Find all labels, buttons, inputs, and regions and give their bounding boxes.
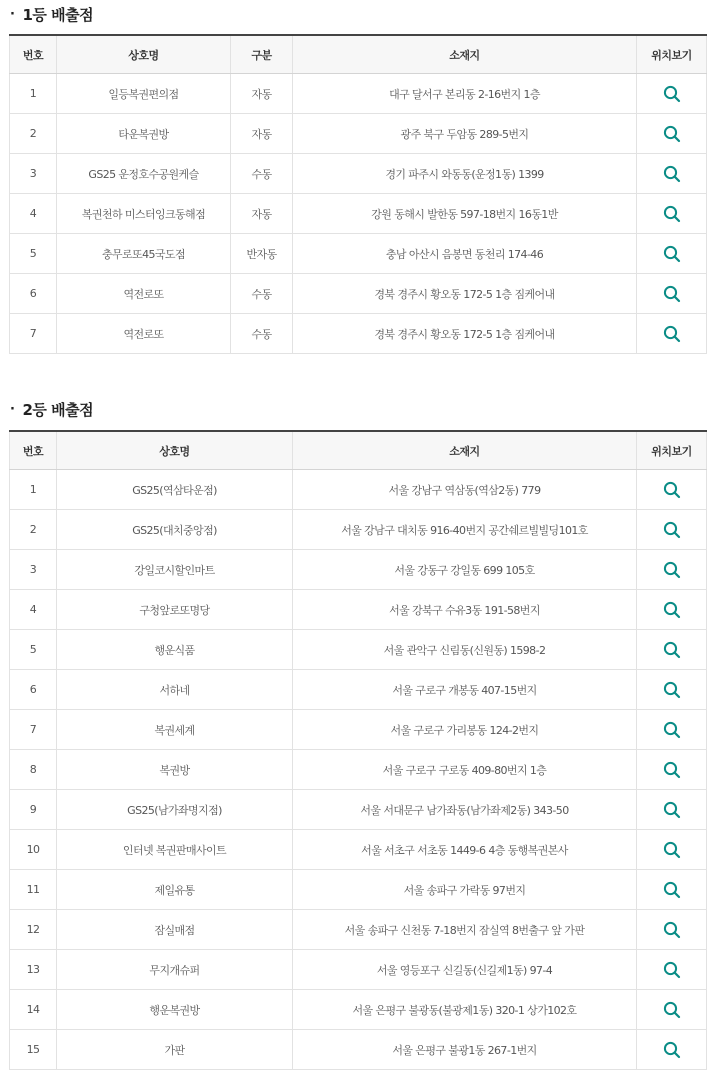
table-row (10, 154, 707, 194)
cell-location (637, 830, 707, 870)
second-prize-table (9, 430, 707, 1070)
cell-no: 7 (10, 710, 57, 750)
column-header-name: 상호명 (57, 35, 231, 74)
cell-location (637, 710, 707, 750)
search-icon[interactable] (662, 324, 682, 344)
cell-location (637, 590, 707, 630)
search-icon[interactable] (662, 204, 682, 224)
cell-name: 역전로또 (57, 314, 231, 354)
first-prize-table (9, 34, 707, 354)
table-row (10, 274, 707, 314)
cell-name: GS25 운정호수공원케슬 (57, 154, 231, 194)
cell-no: 6 (10, 274, 57, 314)
search-icon[interactable] (662, 124, 682, 144)
search-icon[interactable] (662, 680, 682, 700)
cell-address: 충남 아산시 음봉면 동천리 174-46 (293, 234, 637, 274)
table-row (10, 550, 707, 590)
cell-address: 서울 은평구 불광1동 267-1번지 (293, 1030, 637, 1070)
table-row (10, 870, 707, 910)
section1-title-text: 1등 배출점 (22, 5, 94, 24)
cell-name: 일등복권편의점 (57, 74, 231, 114)
table-row (10, 790, 707, 830)
table-row (10, 910, 707, 950)
search-icon[interactable] (662, 960, 682, 980)
cell-name: 복권천하 미스터잉크동해점 (57, 194, 231, 234)
cell-name: GS25(남가좌명지점) (57, 790, 293, 830)
table-header-row (10, 431, 707, 470)
cell-address: 서울 구로구 구로동 409-80번지 1층 (293, 750, 637, 790)
column-header-number: 번호 (10, 35, 57, 74)
cell-address: 경기 파주시 와동동(운정1동) 1399 (293, 154, 637, 194)
cell-name: GS25(역삼타운점) (57, 470, 293, 510)
column-header-location: 위치보기 (637, 431, 707, 470)
column-header-address: 소재지 (293, 35, 637, 74)
bullet: · (10, 401, 15, 417)
cell-type: 반자동 (231, 234, 293, 274)
cell-type: 수동 (231, 274, 293, 314)
cell-location (637, 114, 707, 154)
cell-name: GS25(대치중앙점) (57, 510, 293, 550)
cell-no: 12 (10, 910, 57, 950)
cell-location (637, 510, 707, 550)
cell-address: 서울 은평구 불광동(불광제1동) 320-1 상가102호 (293, 990, 637, 1030)
search-icon[interactable] (662, 1040, 682, 1060)
cell-no: 13 (10, 950, 57, 990)
column-header-location: 위치보기 (637, 35, 707, 74)
column-header-type: 구분 (231, 35, 293, 74)
cell-location (637, 990, 707, 1030)
cell-no: 3 (10, 154, 57, 194)
cell-address: 대구 달서구 본리동 2-16번지 1층 (293, 74, 637, 114)
cell-no: 9 (10, 790, 57, 830)
cell-type: 수동 (231, 314, 293, 354)
cell-type: 자동 (231, 74, 293, 114)
search-icon[interactable] (662, 560, 682, 580)
search-icon[interactable] (662, 164, 682, 184)
search-icon[interactable] (662, 520, 682, 540)
cell-type: 자동 (231, 194, 293, 234)
cell-no: 15 (10, 1030, 57, 1070)
search-icon[interactable] (662, 1000, 682, 1020)
cell-name: 타운복권방 (57, 114, 231, 154)
cell-location (637, 470, 707, 510)
cell-no: 5 (10, 630, 57, 670)
cell-name: 제일유통 (57, 870, 293, 910)
table-row (10, 990, 707, 1030)
search-icon[interactable] (662, 840, 682, 860)
cell-no: 14 (10, 990, 57, 1030)
cell-address: 서울 서초구 서초동 1449-6 4층 동행복권본사 (293, 830, 637, 870)
cell-location (637, 154, 707, 194)
cell-no: 11 (10, 870, 57, 910)
table-row (10, 194, 707, 234)
cell-name: 행운식품 (57, 630, 293, 670)
column-header-name: 상호명 (57, 431, 293, 470)
cell-address: 서울 서대문구 남가좌동(남가좌제2동) 343-50 (293, 790, 637, 830)
cell-location (637, 314, 707, 354)
cell-name: 충무로또45국도점 (57, 234, 231, 274)
cell-no: 2 (10, 510, 57, 550)
table-row (10, 234, 707, 274)
cell-name: 무지개슈퍼 (57, 950, 293, 990)
cell-no: 1 (10, 470, 57, 510)
cell-address: 서울 구로구 가리봉동 124-2번지 (293, 710, 637, 750)
table-row (10, 750, 707, 790)
search-icon[interactable] (662, 600, 682, 620)
cell-type: 수동 (231, 154, 293, 194)
search-icon[interactable] (662, 640, 682, 660)
table-row (10, 630, 707, 670)
cell-address: 서울 송파구 가락동 97번지 (293, 870, 637, 910)
table-row (10, 590, 707, 630)
search-icon[interactable] (662, 760, 682, 780)
table-row (10, 510, 707, 550)
cell-address: 서울 관악구 신림동(신원동) 1598-2 (293, 630, 637, 670)
cell-location (637, 274, 707, 314)
cell-location (637, 670, 707, 710)
cell-no: 8 (10, 750, 57, 790)
search-icon[interactable] (662, 84, 682, 104)
cell-no: 1 (10, 74, 57, 114)
cell-address: 서울 구로구 개봉동 407-15번지 (293, 670, 637, 710)
cell-type: 자동 (231, 114, 293, 154)
cell-no: 5 (10, 234, 57, 274)
cell-name: 잠실매점 (57, 910, 293, 950)
cell-name: 구청앞로또명당 (57, 590, 293, 630)
cell-address: 서울 강남구 대치동 916-40번지 공간쉐르빌빌딩101호 (293, 510, 637, 550)
search-icon[interactable] (662, 720, 682, 740)
cell-location (637, 910, 707, 950)
cell-name: 복권세계 (57, 710, 293, 750)
cell-location (637, 74, 707, 114)
cell-name: 역전로또 (57, 274, 231, 314)
section2-title (10, 397, 93, 421)
cell-location (637, 750, 707, 790)
cell-name: 서하네 (57, 670, 293, 710)
section1-title (10, 2, 93, 26)
column-header-address: 소재지 (293, 431, 637, 470)
cell-no: 10 (10, 830, 57, 870)
table-row (10, 950, 707, 990)
table-row (10, 830, 707, 870)
cell-location (637, 1030, 707, 1070)
cell-name: 인터넷 복권판매사이트 (57, 830, 293, 870)
search-icon[interactable] (662, 244, 682, 264)
cell-location (637, 790, 707, 830)
table-row (10, 74, 707, 114)
cell-location (637, 550, 707, 590)
cell-name: 행운복권방 (57, 990, 293, 1030)
cell-no: 7 (10, 314, 57, 354)
table-row (10, 114, 707, 154)
cell-no: 4 (10, 194, 57, 234)
cell-no: 3 (10, 550, 57, 590)
search-icon[interactable] (662, 284, 682, 304)
cell-location (637, 870, 707, 910)
search-icon[interactable] (662, 920, 682, 940)
cell-no: 2 (10, 114, 57, 154)
cell-name: 가판 (57, 1030, 293, 1070)
cell-address: 강원 동해시 발한동 597-18번지 16동1반 (293, 194, 637, 234)
cell-no: 4 (10, 590, 57, 630)
cell-location (637, 234, 707, 274)
section2-title-text: 2등 배출점 (22, 400, 94, 419)
cell-no: 6 (10, 670, 57, 710)
search-icon[interactable] (662, 880, 682, 900)
cell-address: 서울 강동구 강일동 699 105호 (293, 550, 637, 590)
table-row (10, 1030, 707, 1070)
cell-address: 경북 경주시 황오동 172-5 1층 짐케어내 (293, 274, 637, 314)
cell-address: 서울 송파구 신천동 7-18번지 잠실역 8번출구 앞 가판 (293, 910, 637, 950)
search-icon[interactable] (662, 800, 682, 820)
column-header-number: 번호 (10, 431, 57, 470)
cell-name: 강일코시할인마트 (57, 550, 293, 590)
table-row (10, 670, 707, 710)
table-row (10, 314, 707, 354)
table-row (10, 470, 707, 510)
table-header-row (10, 35, 707, 74)
cell-address: 서울 영등포구 신길동(신길제1동) 97-4 (293, 950, 637, 990)
cell-name: 복권방 (57, 750, 293, 790)
table-row (10, 710, 707, 750)
cell-address: 서울 강남구 역삼동(역삼2동) 779 (293, 470, 637, 510)
bullet: · (10, 6, 15, 22)
cell-location (637, 630, 707, 670)
search-icon[interactable] (662, 480, 682, 500)
cell-location (637, 194, 707, 234)
cell-address: 서울 강북구 수유3동 191-58번지 (293, 590, 637, 630)
cell-address: 경북 경주시 황오동 172-5 1층 짐케어내 (293, 314, 637, 354)
cell-location (637, 950, 707, 990)
cell-address: 광주 북구 두암동 289-5번지 (293, 114, 637, 154)
